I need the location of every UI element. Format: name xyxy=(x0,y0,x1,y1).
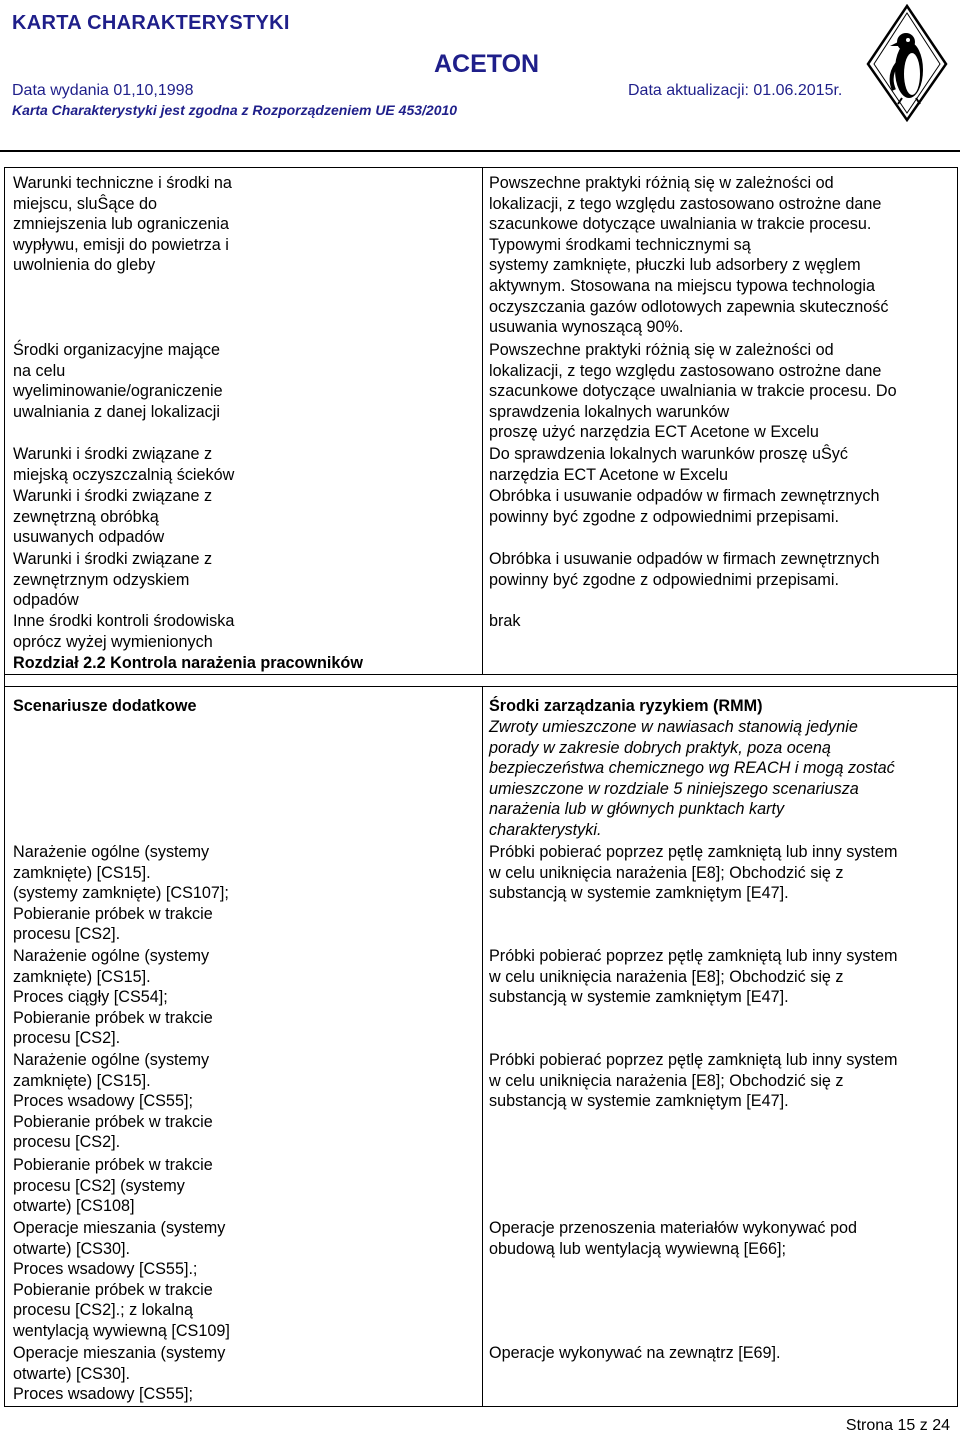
compliance-note: Karta Charakterystyki jest zgodna z Rozporządzeniem UE 453/2010 xyxy=(12,102,458,118)
row-left-technical-conditions: Warunki techniczne i środki na miejscu, sluŜące do zmniejszenia lub ograniczenia wypływu, emisji do powietrza i uwolnienia do gleby xyxy=(13,174,232,275)
row-left-other-controls: Inne środki kontroli środowiska oprócz wyżej wymienionych xyxy=(13,612,235,651)
row-right-technical-conditions: Powszechne praktyki różnią się w zależności od lokalizacji, z tego względu zastosowano ostrożne dane szacunkowe dotyczące uwalniania w trakcie procesu. Typowymi środkami technicznymi są systemy zamknięte, płuczki lub adsorbery z węglem aktywnym. Stosowana na miejscu typowa technologia oczyszczania gazów odlotowych zapewnia skuteczność usuwania wynoszącą 90%. xyxy=(489,174,889,337)
row-left-sewage-plant: Warunki i środki związane z miejską oczyszczalnią ścieków xyxy=(13,445,235,484)
section-divider-top xyxy=(4,674,958,675)
section-divider-bottom xyxy=(4,686,958,687)
scenario-left-3: Narażenie ogólne (systemy zamknięte) [CS15]. Proces wsadowy [CS55]; Pobieranie próbek w trakcie procesu [CS2]. xyxy=(13,1051,213,1152)
row-left-organizational-measures: Środki organizacyjne mające na celu wyeliminowanie/ograniczenie uwalniania z danej lokalizacji xyxy=(13,341,223,421)
scenario-left-6: Operacje mieszania (systemy otwarte) [CS30]. Proces wsadowy [CS55]; xyxy=(13,1344,226,1404)
row-right-waste-treatment: Obróbka i usuwanie odpadów w firmach zewnętrznych powinny być zgodne z odpowiednimi przepisami. xyxy=(489,487,880,526)
header-divider xyxy=(0,150,960,152)
document-title: KARTA CHARAKTERYSTYKI xyxy=(12,12,290,34)
row-right-other-controls: brak xyxy=(489,612,521,630)
row-left-waste-recovery: Warunki i środki związane z zewnętrznym odzyskiem odpadów xyxy=(13,550,213,610)
scenario-right-6: Operacje wykonywać na zewnątrz [E69]. xyxy=(489,1344,781,1362)
scenario-right-1: Próbki pobierać poprzez pętlę zamkniętą lub inny system w celu uniknięcia narażenia [E8]; Obchodzić się z substancją w systemie zamkniętym [E47]. xyxy=(489,843,898,903)
rmm-note: Zwroty umieszczone w nawiasach stanowią jedynie porady w zakresie dobrych praktyk, poza oceną bezpieczeństwa chemicznego wg REACH i mogą zostać umieszczone w rozdziale 5 niniejszego scenariusza narażenia lub w głównych punktach karty charakterystyki. xyxy=(489,718,895,839)
scenario-right-5: Operacje przenoszenia materiałów wykonywać pod obudową lub wentylacją wywiewną [E66]; xyxy=(489,1219,857,1258)
row-right-organizational-measures: Powszechne praktyki różnią się w zależności od lokalizacji, z tego względu zastosowano ostrożne dane szacunkowe dotyczące uwalniania w trakcie procesu. Do sprawdzenia lokalnych warunków proszę użyć narzędzia ECT Acetone w Excelu xyxy=(489,341,897,442)
scenario-left-1: Narażenie ogólne (systemy zamknięte) [CS15]. (systemy zamknięte) [CS107]; Pobieranie próbek w trakcie procesu [CS2]. xyxy=(13,843,229,944)
update-date: Data aktualizacji: 01.06.2015r. xyxy=(628,82,843,99)
scenarios-heading: Scenariusze dodatkowe xyxy=(13,697,197,715)
section-subheading: Rozdział 2.2 Kontrola narażenia pracowników xyxy=(13,654,363,672)
scenario-left-2: Narażenie ogólne (systemy zamknięte) [CS15]. Proces ciągły [CS54]; Pobieranie próbek w trakcie procesu [CS2]. xyxy=(13,947,213,1048)
scenario-right-2: Próbki pobierać poprzez pętlę zamkniętą lub inny system w celu uniknięcia narażenia [E8]; Obchodzić się z substancją w systemie zamkniętym [E47]. xyxy=(489,947,898,1007)
row-left-waste-treatment: Warunki i środki związane z zewnętrzną obróbką usuwanych odpadów xyxy=(13,487,213,547)
penguin-logo-icon xyxy=(866,4,948,122)
row-right-sewage-plant: Do sprawdzenia lokalnych warunków proszę uŜyć narzędzia ECT Acetone w Excelu xyxy=(489,445,848,484)
scenario-right-3: Próbki pobierać poprzez pętlę zamkniętą lub inny system w celu uniknięcia narażenia [E8]; Obchodzić się z substancją w systemie zamkniętym [E47]. xyxy=(489,1051,898,1111)
scenario-left-4: Pobieranie próbek w trakcie procesu [CS2] (systemy otwarte) [CS108] xyxy=(13,1156,213,1216)
row-right-waste-recovery: Obróbka i usuwanie odpadów w firmach zewnętrznych powinny być zgodne z odpowiednimi przepisami. xyxy=(489,550,880,589)
page-number: Strona 15 z 24 xyxy=(845,1417,950,1434)
scenario-left-5: Operacje mieszania (systemy otwarte) [CS30]. Proces wsadowy [CS55].; Pobieranie próbek w trakcie procesu [CS2].; z lokalną wentylacją wywiewną [CS109] xyxy=(13,1219,230,1340)
rmm-heading: Środki zarządzania ryzykiem (RMM) xyxy=(489,697,763,715)
column-divider-bottom xyxy=(482,686,483,1407)
column-divider-top xyxy=(482,167,483,674)
product-name: ACETON xyxy=(434,50,540,78)
issue-date: Data wydania 01,10,1998 xyxy=(12,82,194,99)
